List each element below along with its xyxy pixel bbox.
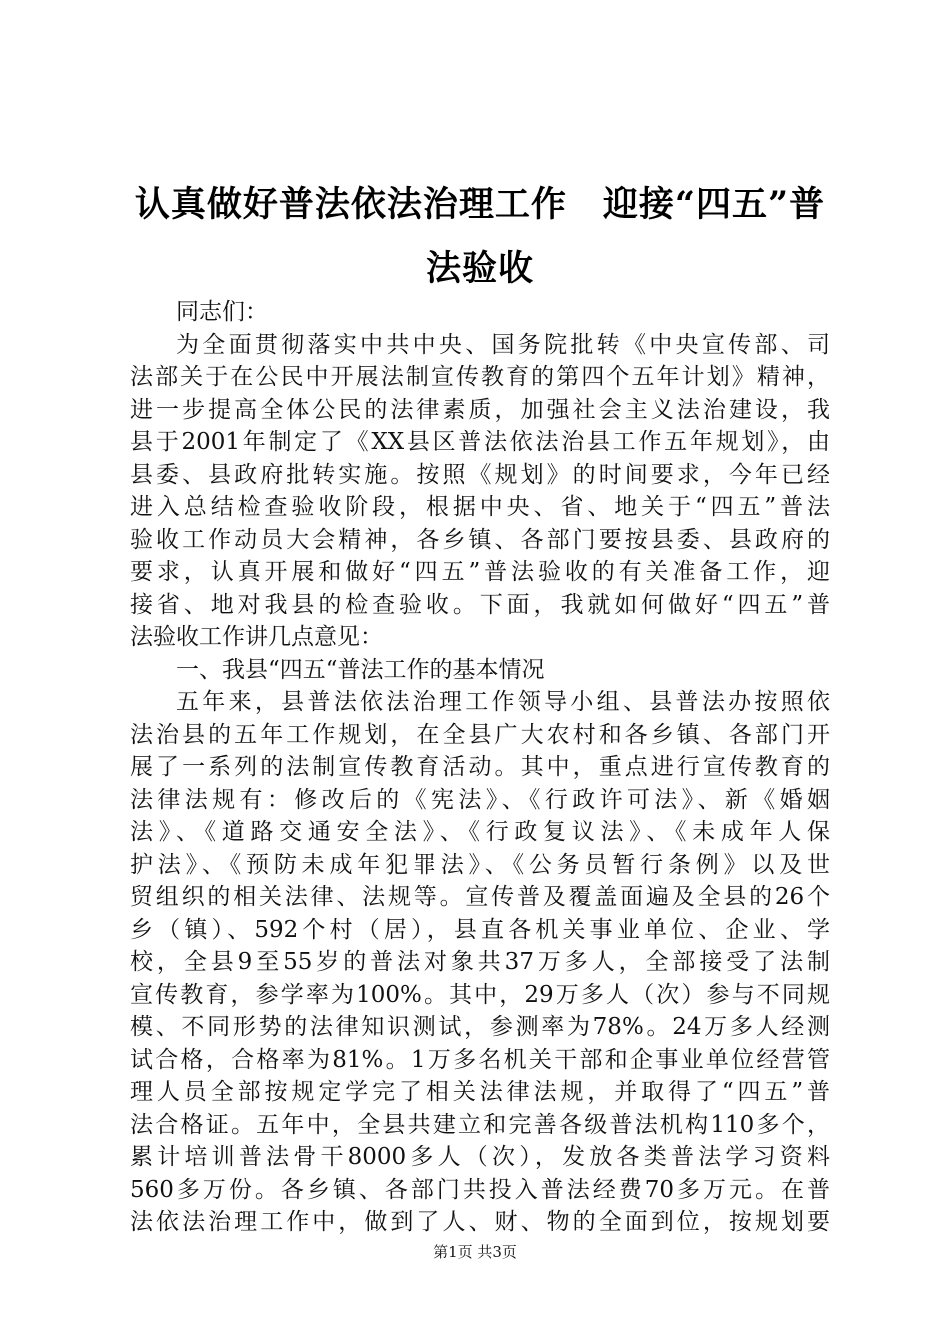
- body-text-line: 法律法规有：修改后的《宪法》、《行政许可法》、新《婚姻: [130, 786, 830, 813]
- body-text-line: 要求，认真开展和做好“四五”普法验收的有关准备工作，迎: [130, 559, 830, 585]
- body-text-line: 校，全县9至55岁的普法对象共37万多人，全部接受了法制: [130, 949, 830, 975]
- body-text-line: 验收工作动员大会精神，各乡镇、各部门要按县委、县政府的: [130, 526, 830, 553]
- page-footer: 第1页 共3页: [433, 1243, 517, 1261]
- body-text-line: 560多万份。各乡镇、各部门共投入普法经费70多万元。在普: [130, 1176, 830, 1203]
- body-text-line: 法》、《道路交通安全法》、《行政复议法》、《未成年人保: [130, 819, 830, 845]
- body-text-line: 五年来，县普法依法治理工作领导小组、县普法办按照依: [176, 689, 830, 715]
- body-text-line: 同志们：: [176, 299, 268, 325]
- body-text-line: 县委、县政府批转实施。按照《规划》的时间要求，今年已经: [130, 461, 830, 488]
- body-text-line: 乡（镇）、592个村（居），县直各机关事业单位、企业、学: [130, 916, 830, 943]
- document-body: [130, 296, 830, 1239]
- body-text-line: 法治县的五年工作规划，在全县广大农村和各乡镇、各部门开: [130, 721, 830, 748]
- body-text-line: 进入总结检查验收阶段，根据中央、省、地关于“四五”普法: [130, 494, 830, 520]
- body-text-line: 宣传教育，参学率为100%。其中，29万多人（次）参与不同规: [130, 981, 830, 1008]
- body-text-line: 护法》、《预防未成年犯罪法》、《公务员暂行条例》以及世: [130, 851, 830, 878]
- body-text-line: 法合格证。五年中，全县共建立和完善各级普法机构110多个，: [130, 1111, 830, 1138]
- body-text-line: 县于2001年制定了《XX县区普法依法治县工作五年规划》，由: [130, 429, 830, 455]
- body-text-line: 试合格，合格率为81%。1万多名机关干部和企事业单位经营管: [130, 1046, 830, 1073]
- body-text-line: 法部关于在公民中开展法制宣传教育的第四个五年计划》精神，: [130, 364, 830, 390]
- body-text-line: 法验收工作讲几点意见：: [130, 624, 383, 650]
- body-text-line: 法依法治理工作中，做到了人、财、物的全面到位，按规划要: [130, 1209, 830, 1235]
- body-text-line: 接省、地对我县的检查验收。下面，我就如何做好“四五”普: [130, 591, 830, 618]
- body-text-line: 进一步提高全体公民的法律素质，加强社会主义法治建设，我: [130, 396, 830, 423]
- body-text-line: 展了一系列的法制宣传教育活动。其中，重点进行宣传教育的: [130, 754, 830, 780]
- body-text-line: 为全面贯彻落实中共中央、国务院批转《中央宣传部、司: [176, 331, 830, 358]
- body-text-line: 累计培训普法骨干8000多人（次），发放各类普法学习资料: [130, 1144, 830, 1170]
- body-text-line: 理人员全部按规定学完了相关法律法规，并取得了“四五”普: [130, 1079, 830, 1105]
- document-title-line-1: 认真做好普法依法治理工作 迎接“四五”普: [134, 184, 826, 225]
- body-text-line: 模、不同形势的法律知识测试，参测率为78%。24万多人经测: [130, 1014, 830, 1040]
- document-title-line-2: 法验收: [425, 248, 534, 289]
- body-text-line: 一、我县“四五“普法工作的基本情况: [176, 656, 545, 683]
- body-text-line: 贸组织的相关法律、法规等。宣传普及覆盖面遍及全县的26个: [130, 884, 830, 910]
